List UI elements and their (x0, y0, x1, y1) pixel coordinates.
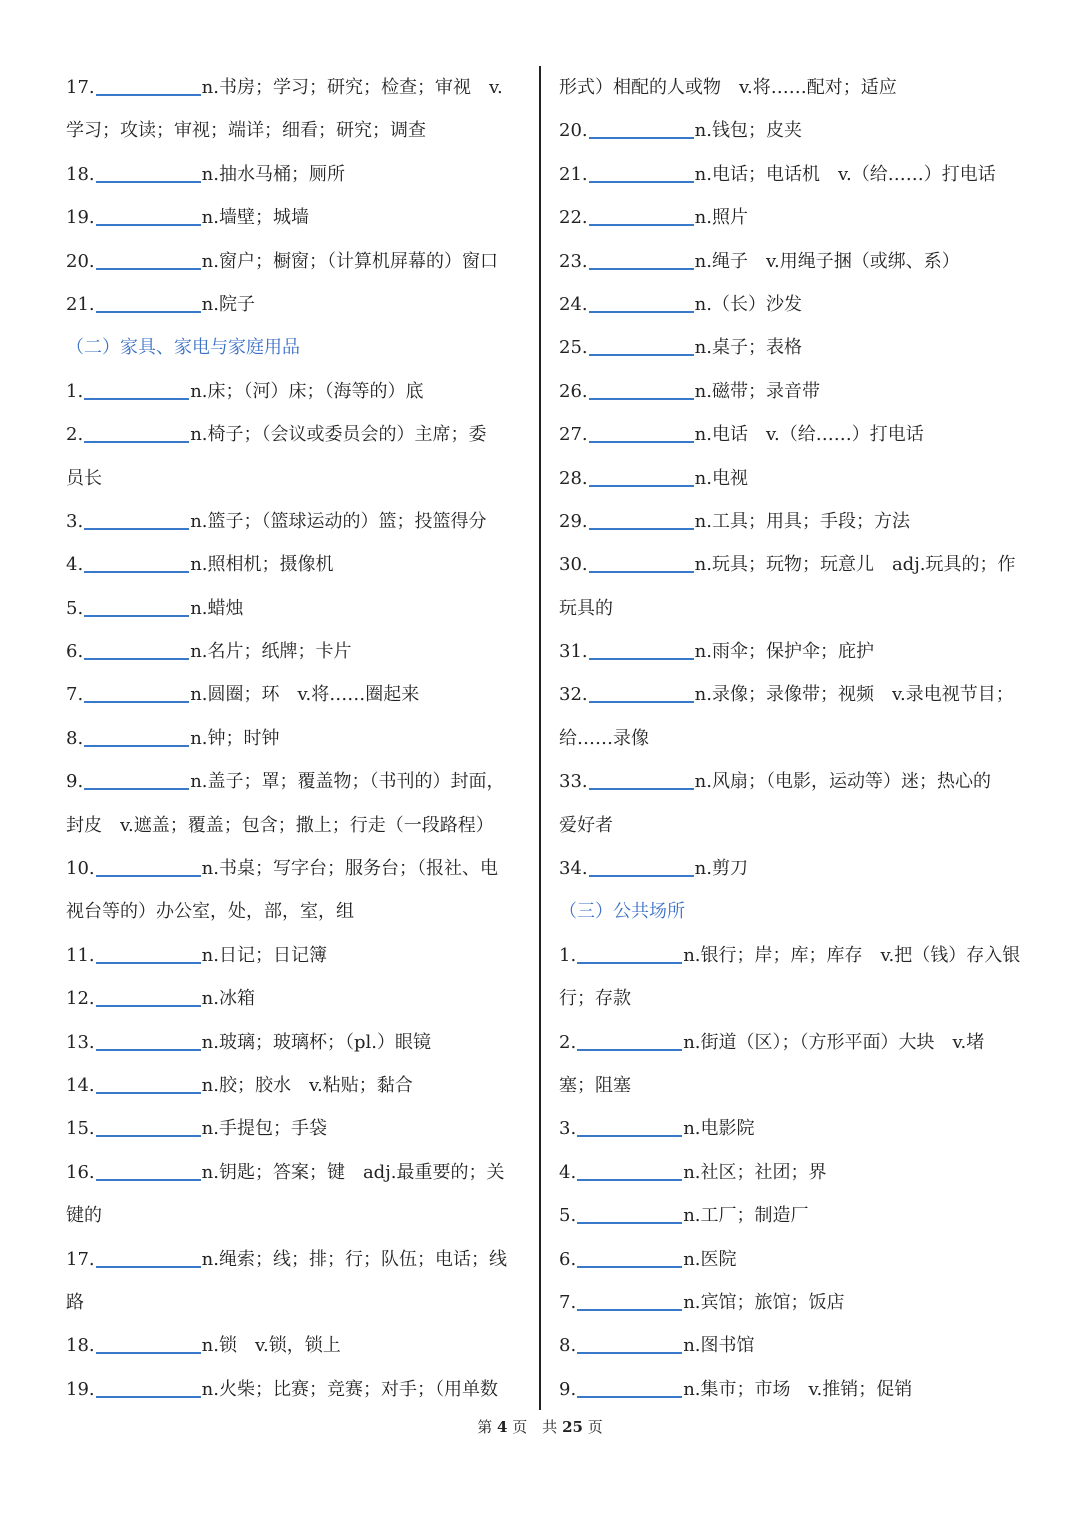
entry-number: 3. (66, 510, 84, 532)
vocab-entry (559, 283, 1029, 326)
answer-blank[interactable] (589, 441, 694, 443)
vocab-entry (66, 543, 526, 586)
entry-number: 6. (66, 641, 84, 663)
answer-blank[interactable] (96, 1049, 201, 1051)
answer-blank[interactable] (96, 962, 201, 964)
answer-blank[interactable] (589, 658, 694, 660)
entry-definition: n.墙壁；城墙 (201, 207, 309, 229)
right-column (559, 66, 1029, 1411)
vocab-entry (66, 717, 526, 760)
entry-definition: n.宾馆；旅馆；饭店 (683, 1291, 845, 1313)
continuation-text: 键的 (66, 1205, 102, 1227)
entry-definition: n.手提包；手袋 (201, 1118, 327, 1140)
continuation-text: 玩具的 (559, 597, 613, 619)
answer-blank[interactable] (96, 1266, 201, 1268)
entry-number: 5. (66, 597, 84, 619)
vocab-entry (559, 630, 1029, 673)
entry-number: 13. (66, 1031, 95, 1053)
answer-blank[interactable] (96, 181, 201, 183)
entry-definition: n.名片；纸牌；卡片 (190, 641, 352, 663)
vocab-entry (66, 283, 526, 326)
vocab-entry (559, 413, 1029, 456)
entry-number: 9. (559, 1378, 577, 1400)
vocab-entry (559, 1281, 1029, 1324)
vocab-entry (559, 457, 1029, 500)
continuation-text: 塞；阻塞 (559, 1074, 631, 1096)
entry-definition: n.椅子；（会议或委员会的）主席；委 (190, 424, 487, 446)
entry-definition: n.桌子；表格 (694, 337, 802, 359)
entry-definition: n.锁 v.锁，锁上 (201, 1335, 341, 1357)
entry-definition: n.风扇；（电影，运动等）迷；热心的 (694, 771, 991, 793)
entry-number: 4. (559, 1161, 577, 1183)
answer-blank[interactable] (96, 1135, 201, 1137)
entry-number: 21. (66, 293, 95, 315)
answer-blank[interactable] (84, 441, 189, 443)
answer-blank[interactable] (577, 1266, 682, 1268)
continuation-text: 形式）相配的人或物 v.将……配对；适应 (559, 77, 897, 98)
vocab-entry (559, 543, 1029, 586)
entry-definition: n.冰箱 (201, 988, 255, 1010)
vocab-entry (559, 673, 1029, 716)
entry-number: 5. (559, 1205, 577, 1227)
answer-blank[interactable] (589, 875, 694, 877)
answer-blank[interactable] (84, 398, 189, 400)
answer-blank[interactable] (589, 224, 694, 226)
continuation-text: 给……录像 (559, 727, 649, 749)
vocab-entry (66, 1151, 526, 1194)
entry-definition: n.火柴；比赛；竞赛；对手；（用单数 (201, 1378, 498, 1400)
vocab-entry (559, 240, 1029, 283)
footer-suffix: 页 (587, 1418, 603, 1436)
entry-number: 14. (66, 1074, 95, 1096)
entry-number: 33. (559, 771, 588, 793)
vocab-entry (66, 153, 526, 196)
answer-blank[interactable] (577, 1135, 682, 1137)
answer-blank[interactable] (96, 1092, 201, 1094)
entry-number: 22. (559, 207, 588, 229)
entry-number: 2. (66, 424, 84, 446)
continuation-text: 爱好者 (559, 814, 613, 836)
answer-blank[interactable] (589, 398, 694, 400)
entry-number: 4. (66, 554, 84, 576)
vocab-entry (559, 370, 1029, 413)
column-divider (539, 66, 541, 1410)
entry-definition: n.玩具；玩物；玩意儿 adj.玩具的；作 (694, 554, 1016, 576)
answer-blank[interactable] (84, 745, 189, 747)
answer-blank[interactable] (589, 137, 694, 139)
entry-definition: n.钥匙；答案；键 adj.最重要的；关 (201, 1161, 505, 1183)
vocab-entry (66, 1021, 526, 1064)
answer-blank[interactable] (577, 1352, 682, 1354)
vocab-entry (66, 196, 526, 239)
answer-blank[interactable] (577, 1179, 682, 1181)
answer-blank[interactable] (84, 658, 189, 660)
vocab-entry (559, 196, 1029, 239)
answer-blank[interactable] (96, 1005, 201, 1007)
continuation-text: 员长 (66, 467, 102, 489)
entry-number: 23. (559, 250, 588, 272)
entry-definition: n.钱包；皮夹 (694, 120, 802, 142)
entry-definition: n.图书馆 (683, 1335, 755, 1357)
answer-blank[interactable] (577, 1222, 682, 1224)
entry-number: 32. (559, 684, 588, 706)
entry-definition: n.玻璃；玻璃杯；（pl.）眼镜 (201, 1031, 431, 1053)
answer-blank[interactable] (96, 94, 201, 96)
vocab-entry (66, 847, 526, 890)
entry-definition: n.圆圈；环 v.将……圈起来 (190, 684, 420, 706)
entry-number: 11. (66, 944, 95, 966)
footer-total-pages: 25 (562, 1418, 583, 1436)
answer-blank[interactable] (96, 1352, 201, 1354)
answer-blank[interactable] (577, 962, 682, 964)
answer-blank[interactable] (96, 224, 201, 226)
entry-definition: n.抽水马桶；厕所 (201, 163, 345, 185)
entry-definition: n.篮子；（篮球运动的）篮；投篮得分 (190, 510, 487, 532)
continuation-text: 行；存款 (559, 988, 631, 1010)
entry-number: 31. (559, 641, 588, 663)
entry-number: 9. (66, 771, 84, 793)
vocab-entry (66, 587, 526, 630)
entry-number: 17. (66, 1248, 95, 1270)
footer-mid: 页 共 (512, 1418, 558, 1436)
entry-definition: n.剪刀 (694, 858, 748, 880)
answer-blank[interactable] (84, 571, 189, 573)
section-heading: （三）公共场所 (559, 901, 685, 923)
entry-definition: n.工厂；制造厂 (683, 1205, 809, 1227)
entry-definition: n.电话；电话机 v.（给……）打电话 (694, 163, 996, 185)
vocab-entry (559, 1238, 1029, 1281)
entry-number: 6. (559, 1248, 577, 1270)
answer-blank[interactable] (589, 485, 694, 487)
entry-number: 28. (559, 467, 588, 489)
entry-definition: n.绳索；线；排；行；队伍；电话；线 (201, 1248, 507, 1270)
vocab-entry (559, 847, 1029, 890)
answer-blank[interactable] (96, 1396, 201, 1398)
footer-page-number: 4 (497, 1418, 508, 1436)
entry-definition: n.书房；学习；研究；检查；审视 v. (201, 77, 503, 98)
answer-blank[interactable] (589, 268, 694, 270)
vocab-entry (559, 1151, 1029, 1194)
entry-definition: n.医院 (683, 1248, 737, 1270)
continuation-text: 学习；攻读；审视；端详；细看；研究；调查 (66, 120, 426, 142)
entry-number: 20. (559, 120, 588, 142)
answer-blank[interactable] (96, 875, 201, 877)
entry-definition: n.盖子；罩；覆盖物；（书刊的）封面， (190, 771, 505, 793)
entry-number: 7. (559, 1291, 577, 1313)
entry-number: 12. (66, 988, 95, 1010)
answer-blank[interactable] (589, 311, 694, 313)
entry-definition: n.日记；日记簿 (201, 944, 327, 966)
entry-number: 2. (559, 1031, 577, 1053)
vocab-entry (559, 1107, 1029, 1150)
answer-blank[interactable] (84, 615, 189, 617)
answer-blank[interactable] (577, 1049, 682, 1051)
vocab-entry (66, 630, 526, 673)
vocab-entry (559, 1368, 1029, 1411)
vocab-entry (559, 326, 1029, 369)
entry-definition: n.绳子 v.用绳子捆（或绑、系） (694, 250, 960, 272)
vocab-entry (66, 934, 526, 977)
entry-definition: n.照片 (694, 207, 748, 229)
entry-number: 15. (66, 1118, 95, 1140)
entry-definition: n.钟；时钟 (190, 727, 280, 749)
entry-number: 18. (66, 1335, 95, 1357)
vocab-entry (66, 1107, 526, 1150)
entry-definition: n.床；（河）床；（海等的）底 (190, 380, 424, 402)
footer-prefix: 第 (477, 1418, 493, 1436)
entry-number: 29. (559, 510, 588, 532)
entry-number: 20. (66, 250, 95, 272)
vocab-entry (559, 1194, 1029, 1237)
entry-definition: n.银行；岸；库；库存 v.把（钱）存入银 (683, 944, 1021, 966)
entry-definition: n.电影院 (683, 1118, 755, 1140)
answer-blank[interactable] (96, 268, 201, 270)
answer-blank[interactable] (589, 354, 694, 356)
entry-definition: n.窗户；橱窗；（计算机屏幕的）窗口 (201, 250, 498, 272)
entry-definition: n.街道（区）；（方形平面）大块 v.堵 (683, 1031, 985, 1053)
vocab-entry (66, 1238, 526, 1281)
entry-number: 8. (66, 727, 84, 749)
answer-blank[interactable] (589, 528, 694, 530)
vocab-entry (559, 153, 1029, 196)
answer-blank[interactable] (589, 571, 694, 573)
entry-definition: n.院子 (201, 293, 255, 315)
vocab-entry (66, 1368, 526, 1411)
entry-number: 18. (66, 163, 95, 185)
entry-number: 1. (66, 380, 84, 402)
answer-blank[interactable] (589, 181, 694, 183)
continuation-text: 路 (66, 1291, 84, 1313)
entry-number: 25. (559, 337, 588, 359)
vocab-entry (66, 673, 526, 716)
entry-number: 3. (559, 1118, 577, 1140)
entry-number: 19. (66, 1378, 95, 1400)
continuation-text: 视台等的）办公室，处，部，室，组 (66, 901, 354, 923)
entry-definition: n.（长）沙发 (694, 293, 802, 315)
entry-definition: n.录像；录像带；视频 v.录电视节目； (694, 684, 1014, 706)
vocab-entry (559, 1324, 1029, 1367)
vocab-entry (66, 977, 526, 1020)
vocab-entry (66, 240, 526, 283)
entry-number: 21. (559, 163, 588, 185)
entry-definition: n.照相机；摄像机 (190, 554, 334, 576)
vocab-entry (66, 413, 526, 456)
vocab-entry (559, 934, 1029, 977)
entry-definition: n.蜡烛 (190, 597, 244, 619)
vocab-entry (66, 66, 526, 109)
entry-definition: n.雨伞；保护伞；庇护 (694, 641, 874, 663)
vocab-entry (66, 500, 526, 543)
answer-blank[interactable] (577, 1309, 682, 1311)
entry-definition: n.电话 v.（给……）打电话 (694, 424, 924, 446)
entry-number: 10. (66, 858, 95, 880)
entry-definition: n.书桌；写字台；服务台；（报社、电 (201, 858, 498, 880)
section-heading: （二）家具、家电与家庭用品 (66, 337, 300, 359)
entry-number: 17. (66, 77, 95, 98)
entry-number: 16. (66, 1161, 95, 1183)
entry-number: 26. (559, 380, 588, 402)
entry-number: 7. (66, 684, 84, 706)
vocab-entry (66, 370, 526, 413)
entry-definition: n.胶；胶水 v.粘贴；黏合 (201, 1074, 413, 1096)
entry-number: 34. (559, 858, 588, 880)
vocab-entry (559, 500, 1029, 543)
entry-number: 24. (559, 293, 588, 315)
answer-blank[interactable] (84, 528, 189, 530)
continuation-text: 封皮 v.遮盖；覆盖；包含；撒上；行走（一段路程） (66, 814, 494, 836)
vocab-entry (559, 1021, 1029, 1064)
entry-definition: n.工具；用具；手段；方法 (694, 510, 910, 532)
left-column (66, 66, 526, 1411)
answer-blank[interactable] (96, 311, 201, 313)
entry-number: 1. (559, 944, 577, 966)
vocab-entry (66, 760, 526, 803)
answer-blank[interactable] (577, 1396, 682, 1398)
page-footer (0, 1416, 1080, 1437)
entry-definition: n.社区；社团；界 (683, 1161, 827, 1183)
entry-definition: n.磁带；录音带 (694, 380, 820, 402)
entry-number: 27. (559, 424, 588, 446)
answer-blank[interactable] (589, 701, 694, 703)
answer-blank[interactable] (589, 788, 694, 790)
entry-number: 19. (66, 207, 95, 229)
answer-blank[interactable] (84, 788, 189, 790)
entry-number: 8. (559, 1335, 577, 1357)
answer-blank[interactable] (96, 1179, 201, 1181)
vocab-entry (66, 1324, 526, 1367)
entry-number: 30. (559, 554, 588, 576)
entry-definition: n.电视 (694, 467, 748, 489)
vocab-entry (559, 760, 1029, 803)
vocab-entry (66, 1064, 526, 1107)
answer-blank[interactable] (84, 701, 189, 703)
vocab-entry (559, 109, 1029, 152)
entry-definition: n.集市；市场 v.推销；促销 (683, 1378, 913, 1400)
